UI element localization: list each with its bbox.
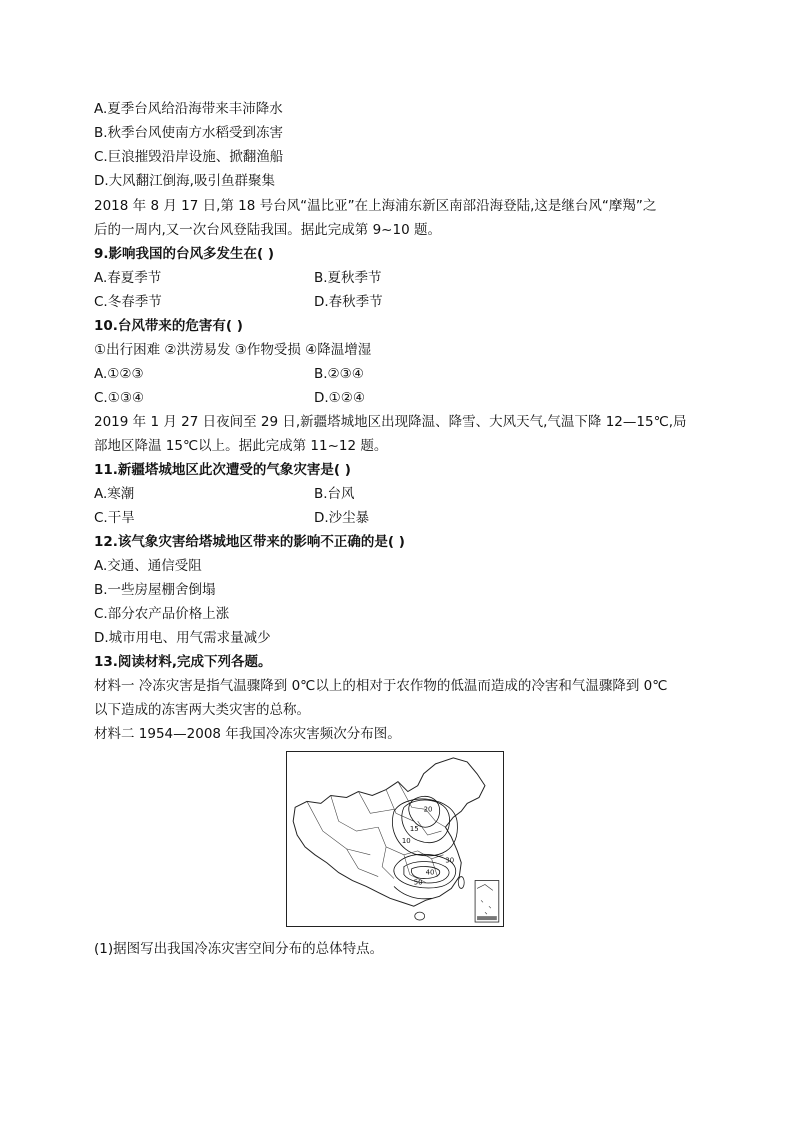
- passage2-line1: 2019 年 1 月 27 日夜间至 29 日,新疆塔城地区出现降温、降雪、大风天气,气温下降 12—15℃,局: [94, 414, 687, 430]
- passage2-line2: 部地区降温 15℃以上。据此完成第 11~12 题。: [94, 438, 388, 454]
- q9-option-c: C.冬春季节: [94, 294, 162, 310]
- q9-stem: 9.影响我国的台风多发生在( ): [94, 246, 275, 262]
- q12-option-d: D.城市用电、用气需求量减少: [94, 630, 271, 646]
- material1-line2: 以下造成的冻害两大类灾害的总称。: [94, 702, 310, 718]
- q8-option-d: D.大风翻江倒海,吸引鱼群聚集: [94, 173, 275, 189]
- q10-option-d: D.①②④: [314, 390, 365, 406]
- q10-options-row1: [94, 365, 364, 383]
- material1-line1: 材料一 冷冻灾害是指气温骤降到 0℃以上的相对于农作物的低温而造成的冷害和气温骤降到 0℃: [94, 678, 668, 694]
- q11-option-c: C.干旱: [94, 510, 135, 526]
- label-40: 40: [425, 868, 435, 877]
- material2: 材料二 1954—2008 年我国冷冻灾害频次分布图。: [94, 726, 401, 742]
- passage1-line1: 2018 年 8 月 17 日,第 18 号台风“温比亚”在上海浦东新区南部沿海登陆,这是继台风“摩羯”之: [94, 198, 657, 214]
- q13-stem: 13.阅读材料,完成下列各题。: [94, 654, 272, 670]
- label-30: 30: [445, 856, 455, 865]
- q8-option-a: A.夏季台风给沿海带来丰沛降水: [94, 101, 283, 117]
- q11-options-row1: [94, 485, 355, 503]
- q11-stem: 11.新疆塔城地区此次遭受的气象灾害是( ): [94, 462, 351, 478]
- q11-options-row2: [94, 509, 370, 527]
- label-50: 50: [413, 878, 423, 887]
- china-cold-disaster-frequency-map: [286, 751, 504, 927]
- q11-option-b: B.台风: [314, 486, 355, 502]
- q8-option-b: B.秋季台风使南方水稻受到冻害: [94, 125, 284, 141]
- q10-options-row2: [94, 389, 365, 407]
- q12-option-a: A.交通、通信受阻: [94, 558, 202, 574]
- q11-option-a: A.寒潮: [94, 486, 135, 502]
- q9-option-b: B.夏秋季节: [314, 270, 382, 286]
- map-figure: [287, 752, 503, 926]
- label-20: 20: [423, 805, 433, 814]
- q9-option-a: A.春夏季节: [94, 270, 162, 286]
- q10-option-b: B.②③④: [314, 366, 364, 382]
- q11-option-d: D.沙尘暴: [314, 510, 370, 526]
- q9-options-row2: [94, 293, 383, 311]
- label-10: 10: [401, 836, 411, 845]
- label-15: 15: [409, 825, 419, 834]
- taiwan-island: [458, 877, 464, 889]
- q8-option-c: C.巨浪摧毁沿岸设施、掀翻渔船: [94, 149, 284, 165]
- q12-stem: 12.该气象灾害给塔城地区带来的影响不正确的是( ): [94, 534, 405, 550]
- china-outline: [293, 758, 485, 906]
- q12-option-b: B.一些房屋棚舍倒塌: [94, 582, 216, 598]
- q10-option-c: C.①③④: [94, 390, 145, 406]
- hainan-island: [415, 912, 425, 920]
- q10-stem: 10.台风带来的危害有( ): [94, 318, 243, 334]
- province-lines: [307, 782, 445, 883]
- q9-options-row1: [94, 269, 382, 287]
- south-china-sea-inset: [475, 881, 499, 923]
- q10-option-a: A.①②③: [94, 366, 144, 382]
- q13-sub1: (1)据图写出我国冷冻灾害空间分布的总体特点。: [94, 941, 384, 957]
- passage1-line2: 后的一周内,又一次台风登陆我国。据此完成第 9~10 题。: [94, 222, 441, 238]
- inset-caption-box: [477, 916, 497, 920]
- q10-items: ①出行困难 ②洪涝易发 ③作物受损 ④降温增湿: [94, 342, 372, 358]
- q9-option-d: D.春秋季节: [314, 294, 383, 310]
- q12-option-c: C.部分农产品价格上涨: [94, 606, 230, 622]
